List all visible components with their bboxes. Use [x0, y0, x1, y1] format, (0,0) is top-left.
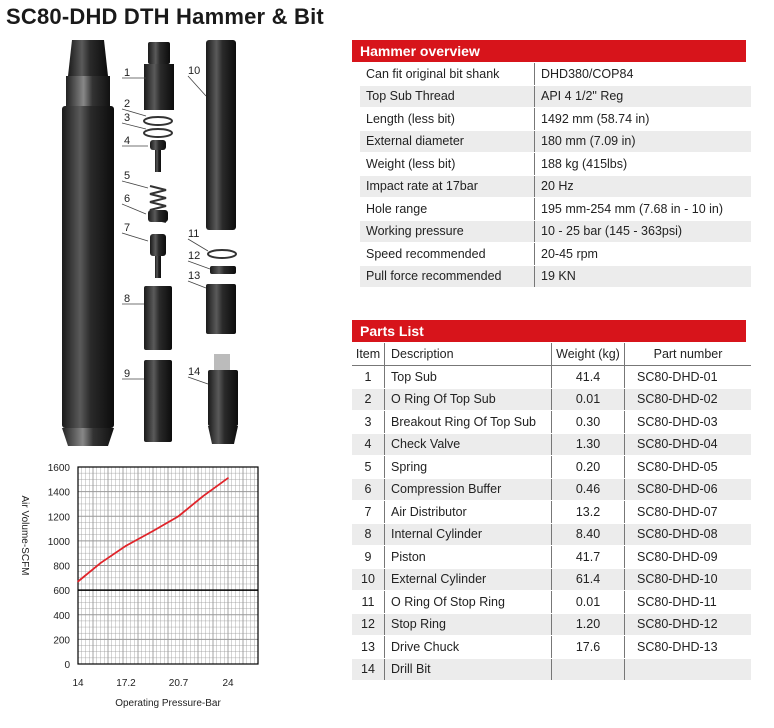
overview-label: Speed recommended	[360, 243, 535, 266]
air-volume-point	[77, 581, 79, 583]
overview-value: 10 - 25 bar (145 - 363psi)	[535, 220, 752, 243]
parts-row	[352, 546, 751, 569]
callout-5: 5	[124, 170, 131, 182]
part-item: 13	[352, 636, 385, 659]
parts-list-header: Parts List	[352, 320, 746, 342]
part-weight: 41.4	[552, 366, 625, 389]
part-item: 2	[352, 388, 385, 411]
col-weight: Weight (kg)	[552, 343, 625, 366]
part-number: SC80-DHD-08	[625, 523, 752, 546]
part-description: Drive Chuck	[385, 636, 552, 659]
part-number: SC80-DHD-01	[625, 366, 752, 389]
part-description: External Cylinder	[385, 568, 552, 591]
air-volume-point	[100, 562, 102, 564]
overview-row	[360, 175, 751, 198]
callout-13: 13	[188, 270, 201, 282]
parts-list-table	[352, 343, 751, 681]
overview-value: 20-45 rpm	[535, 243, 752, 266]
y-tick-label: 1400	[47, 487, 70, 499]
part-description: Drill Bit	[385, 658, 552, 681]
part-number: SC80-DHD-07	[625, 501, 752, 524]
overview-value: 19 KN	[535, 265, 752, 288]
part-description: Internal Cylinder	[385, 523, 552, 546]
callout-3: 3	[124, 112, 131, 124]
part-item: 4	[352, 433, 385, 456]
part-number: SC80-DHD-09	[625, 546, 752, 569]
overview-row	[360, 63, 751, 85]
callout-6: 6	[124, 193, 131, 205]
parts-row	[352, 591, 751, 614]
callout-7: 7	[124, 222, 131, 234]
x-tick-label: 24	[222, 678, 234, 689]
overview-label: Weight (less bit)	[360, 153, 535, 176]
overview-label: Impact rate at 17bar	[360, 175, 535, 198]
exploded-view-drawing	[0, 36, 350, 448]
part-item: 7	[352, 501, 385, 524]
overview-label: Top Sub Thread	[360, 85, 535, 108]
y-tick-label: 1200	[47, 512, 70, 524]
hammer-overview-table	[360, 63, 751, 288]
part-item: 10	[352, 568, 385, 591]
part-number: SC80-DHD-13	[625, 636, 752, 659]
part-description: Piston	[385, 546, 552, 569]
overview-row	[360, 198, 751, 221]
part-number: SC80-DHD-06	[625, 478, 752, 501]
air-volume-chart	[0, 452, 290, 723]
overview-value: 1492 mm (58.74 in)	[535, 108, 752, 131]
part-item: 9	[352, 546, 385, 569]
hammer-illustration	[0, 36, 350, 448]
air-volume-point	[152, 530, 154, 532]
overview-label: Hole range	[360, 198, 535, 221]
part-weight	[552, 658, 625, 681]
part-weight: 17.6	[552, 636, 625, 659]
parts-row	[352, 478, 751, 501]
part-weight: 0.20	[552, 456, 625, 479]
part-item: 8	[352, 523, 385, 546]
overview-row	[360, 220, 751, 243]
callout-4: 4	[124, 135, 131, 147]
hammer-overview-header: Hammer overview	[352, 40, 746, 62]
overview-row	[360, 265, 751, 288]
overview-value: DHD380/COP84	[535, 63, 752, 85]
callout-14: 14	[188, 366, 201, 378]
y-tick-label: 1000	[47, 536, 70, 548]
overview-label: Working pressure	[360, 220, 535, 243]
parts-row	[352, 568, 751, 591]
part-description: Stop Ring	[385, 613, 552, 636]
col-part-number: Part number	[625, 343, 752, 366]
part-item: 5	[352, 456, 385, 479]
parts-row	[352, 366, 751, 389]
col-item: Item	[352, 343, 385, 366]
part-weight: 8.40	[552, 523, 625, 546]
part-item: 14	[352, 658, 385, 681]
overview-label: Pull force recommended	[360, 265, 535, 288]
overview-value: 180 mm (7.09 in)	[535, 130, 752, 153]
callout-1: 1	[124, 67, 131, 79]
part-description: Spring	[385, 456, 552, 479]
parts-row	[352, 388, 751, 411]
y-tick-label: 600	[53, 586, 70, 598]
overview-label: External diameter	[360, 130, 535, 153]
part-weight: 41.7	[552, 546, 625, 569]
part-description: Check Valve	[385, 433, 552, 456]
part-weight: 0.30	[552, 411, 625, 434]
part-number: SC80-DHD-04	[625, 433, 752, 456]
part-number: SC80-DHD-02	[625, 388, 752, 411]
parts-row	[352, 636, 751, 659]
part-number: SC80-DHD-05	[625, 456, 752, 479]
part-description: Top Sub	[385, 366, 552, 389]
page-title: SC80-DHD DTH Hammer & Bit	[6, 4, 324, 29]
parts-row	[352, 411, 751, 434]
callout-8: 8	[124, 293, 131, 305]
parts-row	[352, 433, 751, 456]
overview-value: 195 mm-254 mm (7.68 in - 10 in)	[535, 198, 752, 221]
part-weight: 61.4	[552, 568, 625, 591]
part-number: SC80-DHD-10	[625, 568, 752, 591]
overview-row	[360, 85, 751, 108]
part-item: 1	[352, 366, 385, 389]
part-item: 6	[352, 478, 385, 501]
part-description: Air Distributor	[385, 501, 552, 524]
overview-label: Can fit original bit shank	[360, 63, 535, 85]
air-volume-point	[202, 496, 204, 498]
air-volume-point	[178, 515, 180, 517]
x-tick-label: 17.2	[116, 678, 136, 689]
callout-12: 12	[188, 250, 201, 262]
air-volume-chart-svg	[0, 452, 290, 723]
y-tick-label: 800	[53, 561, 70, 573]
parts-row	[352, 456, 751, 479]
parts-row	[352, 613, 751, 636]
overview-value: 20 Hz	[535, 175, 752, 198]
parts-row	[352, 523, 751, 546]
part-item: 3	[352, 411, 385, 434]
y-tick-label: 1600	[47, 463, 70, 474]
part-number: SC80-DHD-12	[625, 613, 752, 636]
part-weight: 1.30	[552, 433, 625, 456]
part-number	[625, 658, 752, 681]
parts-column-right	[206, 40, 238, 444]
parts-column-left	[144, 42, 174, 442]
part-description: Compression Buffer	[385, 478, 552, 501]
part-weight: 0.01	[552, 591, 625, 614]
x-tick-label: 20.7	[168, 678, 189, 689]
parts-list-header-row	[352, 343, 751, 366]
part-number: SC80-DHD-11	[625, 591, 752, 614]
y-axis-label: Air Volume-SCFM	[19, 495, 30, 576]
callout-9: 9	[124, 368, 131, 380]
parts-row	[352, 658, 751, 681]
overview-row	[360, 243, 751, 266]
overview-row	[360, 153, 751, 176]
part-weight: 0.46	[552, 478, 625, 501]
part-description: Breakout Ring Of Top Sub	[385, 411, 552, 434]
overview-row	[360, 130, 751, 153]
overview-value: API 4 1/2" Reg	[535, 85, 752, 108]
col-description: Description	[385, 343, 552, 366]
parts-row	[352, 501, 751, 524]
overview-value: 188 kg (415lbs)	[535, 153, 752, 176]
callout-10: 10	[188, 65, 201, 77]
part-weight: 0.01	[552, 388, 625, 411]
overview-row	[360, 108, 751, 131]
part-description: O Ring Of Stop Ring	[385, 591, 552, 614]
callout-2: 2	[124, 98, 131, 110]
air-volume-point	[227, 477, 229, 479]
part-item: 11	[352, 591, 385, 614]
part-item: 12	[352, 613, 385, 636]
air-volume-point	[125, 545, 127, 547]
y-tick-label: 0	[64, 660, 70, 671]
y-tick-label: 200	[53, 635, 70, 647]
part-weight: 1.20	[552, 613, 625, 636]
part-weight: 13.2	[552, 501, 625, 524]
assembled-hammer	[62, 40, 114, 446]
callout-11: 11	[188, 228, 200, 240]
y-tick-label: 400	[53, 610, 70, 622]
part-description: O Ring Of Top Sub	[385, 388, 552, 411]
overview-label: Length (less bit)	[360, 108, 535, 131]
part-number: SC80-DHD-03	[625, 411, 752, 434]
x-tick-label: 14	[72, 678, 84, 689]
x-axis-label: Operating Pressure-Bar	[115, 698, 221, 709]
